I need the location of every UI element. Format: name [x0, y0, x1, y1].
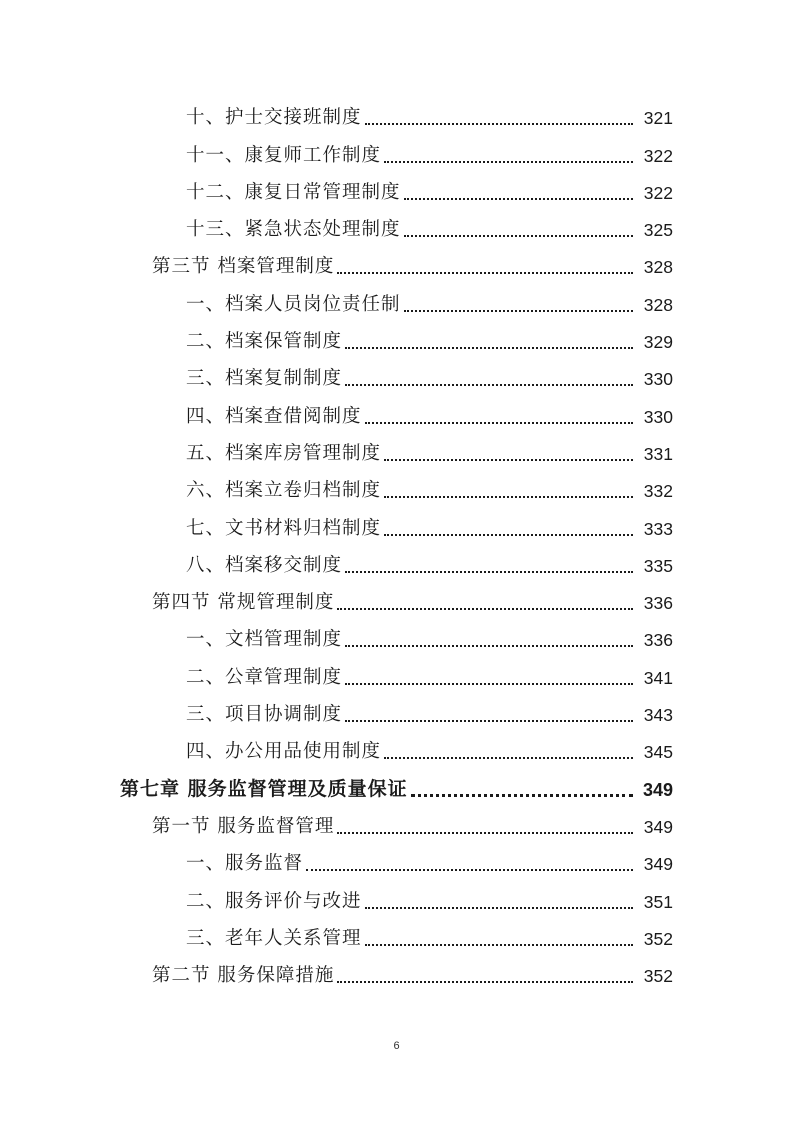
toc-entry-item[interactable]: [0, 698, 793, 735]
toc-dot-leader: [337, 832, 633, 834]
toc-entry-page: 332: [643, 481, 673, 502]
toc-entry-section[interactable]: [0, 250, 793, 287]
toc-dot-leader: [337, 981, 633, 983]
toc-entry-page: 330: [643, 406, 673, 427]
toc-dot-leader: [365, 123, 633, 125]
toc-entry-page: 345: [643, 742, 673, 763]
toc-entry-page: 349: [643, 816, 673, 837]
toc-entry-item[interactable]: [0, 735, 793, 772]
toc-dot-leader: [345, 384, 633, 386]
toc-dot-leader: [345, 347, 633, 349]
toc-entry-item[interactable]: [0, 623, 793, 660]
toc-entry-page: 336: [643, 630, 673, 651]
toc-dot-leader: [404, 310, 633, 312]
toc-entry-title: 第二节 服务保障措施: [152, 965, 335, 987]
toc-entry-title: 八、档案移交制度: [186, 554, 343, 576]
toc-entry-page: 325: [643, 220, 673, 241]
toc-entry-item[interactable]: [0, 399, 793, 436]
toc-dot-leader: [345, 720, 633, 722]
toc-dot-leader: [365, 422, 633, 424]
toc-entry-item[interactable]: [0, 474, 793, 511]
toc-entry-title: 第四节 常规管理制度: [152, 592, 335, 614]
toc-entry-title: 二、服务评价与改进: [186, 890, 362, 912]
toc-entry-item[interactable]: [0, 213, 793, 250]
toc-entry-title: 三、档案复制制度: [186, 368, 343, 390]
toc-entry-item[interactable]: [0, 362, 793, 399]
toc-dot-leader: [404, 198, 633, 200]
toc-entry-item[interactable]: [0, 511, 793, 548]
toc-entry-page: 352: [643, 966, 673, 987]
toc-entry-item[interactable]: [0, 922, 793, 959]
toc-entry-section[interactable]: [0, 959, 793, 996]
toc-entry-item[interactable]: [0, 325, 793, 362]
toc-dot-leader: [384, 496, 633, 498]
toc-entry-page: 352: [643, 928, 673, 949]
toc-entry-title: 第三节 档案管理制度: [152, 256, 335, 278]
toc-entry-title: 三、项目协调制度: [186, 704, 343, 726]
toc-entry-page: 322: [643, 182, 673, 203]
toc-entry-page: 343: [643, 705, 673, 726]
toc-dot-leader: [404, 235, 633, 237]
table-of-contents: [0, 101, 793, 996]
toc-entry-chapter[interactable]: [0, 772, 793, 809]
toc-entry-item[interactable]: [0, 138, 793, 175]
toc-entry-page: 329: [643, 332, 673, 353]
toc-entry-title: 十二、康复日常管理制度: [186, 181, 401, 203]
toc-dot-leader: [306, 869, 633, 871]
toc-entry-title: 一、服务监督: [186, 853, 304, 875]
page-number: 6: [393, 1040, 400, 1052]
toc-entry-title: 一、文档管理制度: [186, 629, 343, 651]
toc-entry-item[interactable]: [0, 287, 793, 324]
toc-entry-item[interactable]: [0, 884, 793, 921]
toc-entry-section[interactable]: [0, 810, 793, 847]
toc-entry-page: 349: [643, 854, 673, 875]
toc-dot-leader: [337, 608, 633, 610]
toc-entry-title: 三、老年人关系管理: [186, 927, 362, 949]
toc-entry-section[interactable]: [0, 586, 793, 623]
toc-entry-page: 349: [642, 779, 673, 800]
toc-entry-title: 五、档案库房管理制度: [186, 442, 382, 464]
toc-entry-page: 330: [643, 369, 673, 390]
toc-dot-leader: [337, 272, 633, 274]
toc-entry-page: 331: [643, 443, 673, 464]
toc-entry-item[interactable]: [0, 176, 793, 213]
toc-dot-leader: [384, 459, 633, 461]
toc-entry-title: 七、文书材料归档制度: [186, 517, 382, 539]
toc-entry-page: 328: [643, 257, 673, 278]
toc-entry-title: 十三、紧急状态处理制度: [186, 219, 401, 241]
toc-entry-page: 333: [643, 518, 673, 539]
toc-dot-leader: [345, 571, 633, 573]
toc-dot-leader: [345, 683, 633, 685]
toc-entry-title: 第七章 服务监督管理及质量保证: [120, 777, 408, 800]
toc-entry-page: 336: [643, 593, 673, 614]
toc-entry-item[interactable]: [0, 660, 793, 697]
toc-entry-item[interactable]: [0, 437, 793, 474]
toc-entry-item[interactable]: [0, 101, 793, 138]
toc-entry-title: 四、办公用品使用制度: [186, 741, 382, 763]
toc-dot-leader: [384, 757, 633, 759]
toc-dot-leader: [384, 534, 633, 536]
toc-entry-page: 341: [643, 667, 673, 688]
toc-dot-leader: [365, 944, 633, 946]
toc-entry-title: 二、公章管理制度: [186, 666, 343, 688]
toc-entry-title: 二、档案保管制度: [186, 331, 343, 353]
toc-entry-title: 一、档案人员岗位责任制: [186, 293, 401, 315]
toc-entry-title: 四、档案查借阅制度: [186, 405, 362, 427]
toc-entry-item[interactable]: [0, 847, 793, 884]
toc-entry-page: 335: [643, 555, 673, 576]
toc-entry-item[interactable]: [0, 549, 793, 586]
toc-entry-title: 六、档案立卷归档制度: [186, 480, 382, 502]
toc-entry-title: 十、护士交接班制度: [186, 107, 362, 129]
toc-entry-page: 321: [643, 108, 673, 129]
toc-entry-title: 第一节 服务监督管理: [152, 815, 335, 837]
toc-dot-leader: [345, 645, 633, 647]
toc-entry-page: 328: [643, 294, 673, 315]
toc-dot-leader: [411, 794, 633, 797]
toc-entry-page: 351: [643, 891, 673, 912]
toc-entry-page: 322: [643, 145, 673, 166]
toc-dot-leader: [365, 907, 633, 909]
toc-entry-title: 十一、康复师工作制度: [186, 144, 382, 166]
toc-dot-leader: [384, 161, 633, 163]
